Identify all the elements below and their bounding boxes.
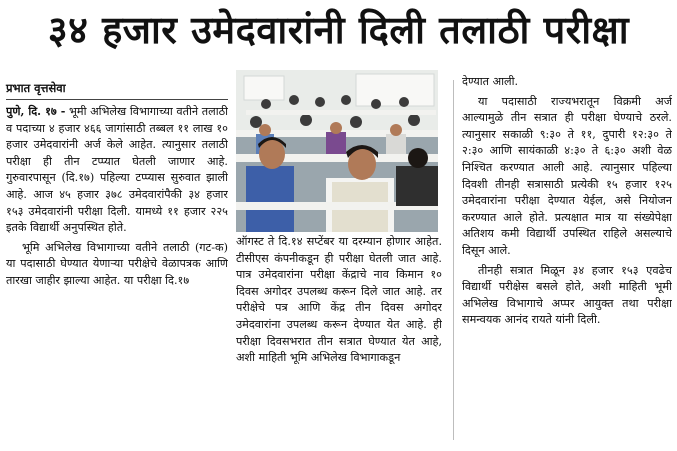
right-student-head [408, 148, 428, 168]
article-column-middle [236, 234, 442, 448]
byline-divider [6, 99, 228, 100]
dateline: पुणे, दि. १७ - [6, 104, 66, 118]
article-column-right [462, 74, 672, 448]
article-paragraph: देण्यात आली. [462, 75, 519, 88]
article-paragraph: ऑगस्ट ते दि.१४ सप्टेंबर या दरम्यान होणार आहेत. टीसीएस कंपनीकडून ही परीक्षा घेतली जात आहे. पात्र उमेदवारांना परीक्षा केंद्राचे नाव किमान १० दिवस अगोदर उपलब्ध करून दिले जात आहे. तर परीक्षेचे पत्र आणि केंद्र तीन दिवस अगोदर उमेदवारांना उपलब्ध करून देण्यात येत आहे. ही परीक्षा दिवसभरात तीन सत्रात घेण्यात येत आहे, अशी माहिती भूमि अभिलेख विभागाकडून [236, 235, 442, 365]
window [356, 74, 434, 106]
article-paragraph [6, 103, 228, 237]
exam-hall-photo [236, 70, 438, 232]
exam-hall-photo-illustration [236, 70, 438, 232]
headline: ३४ हजार उमेदवारांनी दिली तलाठी परीक्षा [47, 8, 630, 52]
paragraph-text: भूमी अभिलेख विभागाच्या वतीने तलाठी व पदाच्या ४ हजार ४६६ जागांसाठी तब्बल ११ लाख १० हजार उमेदवारांनी अर्ज केले आहेत. त्यानुसार तलाठी परीक्षा ही तीन टप्प्यात घेतली जाणार आहे. गुरुवारपासून (दि.१७) पहिल्या टप्प्यास सुरुवात झाली आहे. आज ४५ हजार ३७८ उमेदवारांपैकी ३४ हजार १५३ उमेदवारांनी परीक्षा दिली. यामध्ये ११ हजार २२५ इतके विद्यार्थी अनुपस्थित होते. [6, 105, 228, 235]
byline: प्रभात वृत्तसेवा [6, 81, 66, 95]
window [244, 76, 284, 100]
article-paragraph: भूमि अभिलेख विभागाच्या वतीने तलाठी (गट-क) या पदासाठी घेण्यात येणाऱ्या परीक्षेचे वेळापत्रक आणि तारखा जाहीर झाल्या आहेत. या परीक्षा दि.१७ [6, 240, 228, 287]
article-column-left [6, 103, 228, 448]
right-student [396, 166, 438, 206]
column-divider [453, 80, 454, 440]
article-paragraph: या पदासाठी राज्यभरातून विक्रमी अर्ज आल्यामुळे तीन सत्रात ही परीक्षा घेण्याचे ठरले. त्यानुसार सकाळी ९:३० ते ११, दुपारी १२:३० ते २:३० आणि सायंकाळी ४:३० ते ६:३० अशी वेळ निश्चित करण्यात आली आहे. त्यानुसार पहिल्या दिवशी तीनही सत्रासाठी प्रत्येकी १५ हजार १२५ उमेदवारांना परीक्षा देण्यात येईल, असे नियोजन करण्यात आले होते. प्रत्यक्षात मात्र या संख्येपेक्षा अतिशय कमी विद्यार्थी उपस्थित राहिले असल्याचे दिसून आले. [462, 94, 672, 257]
article-paragraph: तीनही सत्रात मिळून ३४ हजार १५३ एवढेच विद्यार्थी परीक्षेस बसले होते, अशी माहिती भूमी अभिलेख विभागाचे अप्पर आयुक्त तथा परीक्षा समन्वयक आनंद रायते यांनी दिली. [462, 263, 672, 327]
